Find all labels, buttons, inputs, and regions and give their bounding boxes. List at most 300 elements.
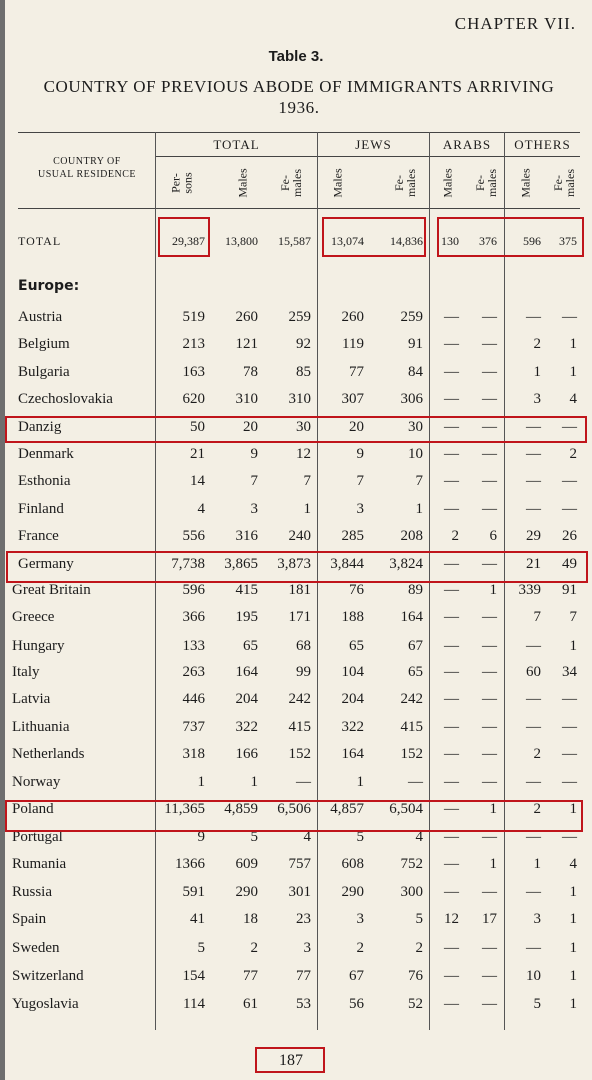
cell-persons: 213: [182, 336, 205, 352]
cell-arabs-males: —: [444, 884, 459, 900]
row-label: Norway: [12, 774, 61, 790]
stub-header-line1: COUNTRY OF: [53, 156, 121, 167]
cell-others-females: —: [562, 691, 577, 707]
table-row: [0, 719, 592, 746]
cell-others-males: 5: [533, 996, 541, 1012]
row-label: Sweden: [12, 940, 60, 956]
highlight-total-persons: [158, 217, 210, 257]
cell-jews-males: 4,857: [330, 801, 364, 817]
cell-jews-females: 67: [408, 638, 423, 654]
cell-persons: 318: [182, 746, 205, 762]
row-label: Czechoslovakia: [18, 391, 113, 407]
sub-header-label: Males: [440, 168, 455, 198]
cell-jews-females: 152: [400, 746, 423, 762]
cell-total-females: 77: [296, 968, 311, 984]
cell-arabs-females: —: [482, 391, 497, 407]
cell-arabs-males: —: [444, 968, 459, 984]
cell-arabs-females: —: [482, 746, 497, 762]
cell-persons: 133: [182, 638, 205, 654]
cell-jews-males: 290: [341, 884, 364, 900]
row-label: Rumania: [12, 856, 67, 872]
sub-header-arabs-males: [432, 160, 464, 206]
row-label: Poland: [12, 801, 54, 817]
cell-jews-females: 300: [400, 884, 423, 900]
cell-others-males: 21: [526, 556, 541, 572]
cell-total-females: 3,873: [277, 556, 311, 572]
cell-total-females: 53: [296, 996, 311, 1012]
cell-others-males: —: [526, 774, 541, 790]
cell-arabs-females: 1: [489, 801, 497, 817]
highlight-row-danzig: [5, 416, 587, 443]
cell-persons: 446: [182, 691, 205, 707]
cell-total-females: 99: [296, 664, 311, 680]
group-header-total: TOTAL: [213, 137, 260, 152]
cell-arabs-females: —: [482, 884, 497, 900]
row-label: Europe:: [18, 278, 80, 294]
cell-arabs-females: —: [482, 336, 497, 352]
cell-jews-males: 2: [356, 940, 364, 956]
cell-others-females: 1: [569, 968, 577, 984]
group-header-rule: [156, 156, 580, 157]
cell-jews-females: 14,836: [390, 234, 423, 248]
cell-persons: 591: [182, 884, 205, 900]
cell-total-females: 23: [296, 911, 311, 927]
table-row: [0, 774, 592, 801]
table-top-rule: [18, 132, 580, 133]
cell-jews-females: 259: [400, 309, 423, 325]
table-row: [0, 501, 592, 528]
cell-total-males: 5: [250, 829, 258, 845]
highlight-row-poland: [5, 800, 583, 832]
cell-arabs-males: 130: [441, 234, 459, 248]
cell-total-males: 2: [250, 940, 258, 956]
sub-header-label: Males: [330, 168, 345, 198]
cell-others-females: —: [562, 501, 577, 517]
cell-jews-females: —: [408, 774, 423, 790]
cell-jews-females: 4: [415, 829, 423, 845]
cell-total-males: 78: [243, 364, 258, 380]
cell-jews-females: 242: [400, 691, 423, 707]
row-label: Netherlands: [12, 746, 85, 762]
highlight-total-arabs-others: [437, 217, 584, 257]
sub-header-label: Fe- males: [392, 169, 418, 197]
cell-jews-females: 30: [408, 419, 423, 435]
cell-total-males: 310: [235, 391, 258, 407]
cell-jews-females: 7: [415, 473, 423, 489]
cell-persons: 519: [182, 309, 205, 325]
sub-header-label: Males: [518, 168, 533, 198]
cell-jews-males: 56: [349, 996, 364, 1012]
cell-jews-females: 2: [415, 940, 423, 956]
cell-jews-males: 20: [349, 419, 364, 435]
cell-jews-females: 6,504: [389, 801, 423, 817]
cell-total-females: 310: [288, 391, 311, 407]
cell-others-males: —: [526, 691, 541, 707]
cell-jews-females: 91: [408, 336, 423, 352]
cell-total-males: 13,800: [225, 234, 258, 248]
cell-jews-males: 76: [349, 582, 364, 598]
cell-others-males: 2: [533, 801, 541, 817]
cell-others-males: 3: [533, 391, 541, 407]
cell-total-males: 166: [235, 746, 258, 762]
table-row: [0, 691, 592, 718]
sub-header-label: Fe- males: [473, 169, 499, 197]
cell-jews-males: 67: [349, 968, 364, 984]
cell-jews-males: 260: [341, 309, 364, 325]
row-label: Finland: [18, 501, 64, 517]
cell-arabs-males: —: [444, 473, 459, 489]
row-label: Esthonia: [18, 473, 71, 489]
cell-persons: 263: [182, 664, 205, 680]
stub-header: [22, 155, 152, 181]
cell-others-females: 7: [569, 609, 577, 625]
cell-arabs-males: —: [444, 691, 459, 707]
cell-arabs-males: 12: [444, 911, 459, 927]
table-row: [0, 996, 592, 1023]
cell-total-males: 316: [235, 528, 258, 544]
cell-others-males: 1: [533, 364, 541, 380]
cell-arabs-females: —: [482, 501, 497, 517]
cell-arabs-females: —: [482, 664, 497, 680]
cell-arabs-males: —: [444, 391, 459, 407]
cell-arabs-females: —: [482, 968, 497, 984]
cell-arabs-females: 1: [489, 856, 497, 872]
cell-others-males: —: [526, 446, 541, 462]
cell-persons: 1366: [175, 856, 205, 872]
cell-persons: 163: [182, 364, 205, 380]
cell-total-females: 240: [288, 528, 311, 544]
cell-total-males: 3,865: [224, 556, 258, 572]
cell-total-females: 171: [288, 609, 311, 625]
page-number: 187: [279, 1052, 303, 1069]
row-label: Switzerland: [12, 968, 84, 984]
cell-others-females: —: [562, 719, 577, 735]
cell-others-males: 60: [526, 664, 541, 680]
cell-arabs-females: —: [482, 473, 497, 489]
row-label: Great Britain: [12, 582, 91, 598]
cell-persons: 21: [190, 446, 205, 462]
cell-total-females: 301: [288, 884, 311, 900]
cell-total-females: 242: [288, 691, 311, 707]
cell-arabs-males: —: [444, 609, 459, 625]
cell-others-females: —: [562, 774, 577, 790]
cell-total-males: 260: [235, 309, 258, 325]
sub-header-others-females: [548, 160, 580, 206]
cell-arabs-males: —: [444, 446, 459, 462]
table-row: [0, 968, 592, 995]
row-label: Yugoslavia: [12, 996, 79, 1012]
cell-others-females: 34: [562, 664, 577, 680]
sub-header-others-males: [510, 160, 542, 206]
chapter-heading: CHAPTER VII.: [454, 14, 576, 33]
table-row: [0, 364, 592, 391]
cell-jews-males: 104: [341, 664, 364, 680]
cell-jews-females: 5: [415, 911, 423, 927]
cell-total-females: 15,587: [278, 234, 311, 248]
cell-persons: 596: [182, 582, 205, 598]
cell-others-males: 3: [533, 911, 541, 927]
cell-others-females: 1: [569, 911, 577, 927]
table-row: [0, 391, 592, 418]
cell-jews-males: 7: [356, 473, 364, 489]
cell-total-males: 4,859: [224, 801, 258, 817]
cell-arabs-males: —: [444, 829, 459, 845]
cell-arabs-males: —: [444, 664, 459, 680]
row-label: France: [18, 528, 59, 544]
cell-arabs-females: —: [482, 446, 497, 462]
cell-persons: 154: [182, 968, 205, 984]
cell-others-males: —: [526, 940, 541, 956]
cell-total-females: 152: [288, 746, 311, 762]
table-row: [0, 473, 592, 500]
sub-header-jews-females: [389, 160, 421, 206]
cell-total-males: 121: [235, 336, 258, 352]
cell-persons: 29,387: [172, 234, 205, 248]
table-row: [0, 278, 592, 305]
cell-total-males: 77: [243, 968, 258, 984]
cell-total-males: 7: [250, 473, 258, 489]
cell-jews-males: 322: [341, 719, 364, 735]
cell-others-males: —: [526, 501, 541, 517]
row-label: Latvia: [12, 691, 51, 707]
cell-jews-females: 1: [415, 501, 423, 517]
cell-persons: 620: [182, 391, 205, 407]
cell-others-females: 1: [569, 884, 577, 900]
cell-jews-males: 1: [356, 774, 364, 790]
highlight-total-jews: [322, 217, 426, 257]
table-row: [0, 911, 592, 938]
table-title-line2: 1936.: [278, 98, 320, 117]
cell-others-males: —: [526, 419, 541, 435]
cell-others-males: —: [526, 829, 541, 845]
cell-others-females: 1: [569, 940, 577, 956]
cell-jews-females: 65: [408, 664, 423, 680]
cell-persons: 7,738: [171, 556, 205, 572]
cell-arabs-males: —: [444, 801, 459, 817]
cell-arabs-males: —: [444, 364, 459, 380]
cell-jews-males: 119: [342, 336, 364, 352]
cell-jews-females: 10: [408, 446, 423, 462]
cell-persons: 5: [197, 940, 205, 956]
cell-persons: 1: [197, 774, 205, 790]
cell-total-females: 757: [288, 856, 311, 872]
header-bottom-rule: [18, 208, 580, 209]
group-header-jews: JEWS: [355, 137, 392, 152]
cell-others-females: 375: [559, 234, 577, 248]
cell-total-females: 92: [296, 336, 311, 352]
table-row: [0, 940, 592, 967]
row-label: Belgium: [18, 336, 70, 352]
row-label: Portugal: [12, 829, 63, 845]
cell-total-females: 12: [296, 446, 311, 462]
cell-jews-females: 52: [408, 996, 423, 1012]
cell-others-females: —: [562, 419, 577, 435]
cell-total-females: —: [296, 774, 311, 790]
cell-arabs-females: —: [482, 940, 497, 956]
cell-others-males: 339: [518, 582, 541, 598]
cell-jews-males: 204: [341, 691, 364, 707]
cell-jews-males: 65: [349, 638, 364, 654]
table-row: [0, 609, 592, 636]
cell-arabs-females: —: [482, 691, 497, 707]
row-label: Bulgaria: [18, 364, 70, 380]
cell-total-males: 1: [250, 774, 258, 790]
table-row: [0, 884, 592, 911]
table-row: [0, 309, 592, 336]
row-label: Greece: [12, 609, 55, 625]
cell-jews-females: 76: [408, 968, 423, 984]
cell-arabs-females: —: [482, 719, 497, 735]
cell-total-females: 1: [303, 501, 311, 517]
cell-total-males: 164: [235, 664, 258, 680]
cell-total-males: 61: [243, 996, 258, 1012]
cell-jews-females: 89: [408, 582, 423, 598]
cell-persons: 50: [190, 419, 205, 435]
cell-persons: 41: [190, 911, 205, 927]
cell-jews-males: 307: [341, 391, 364, 407]
cell-others-males: —: [526, 638, 541, 654]
sub-header-jews-males: [322, 160, 354, 206]
cell-others-females: 1: [569, 364, 577, 380]
cell-total-females: 85: [296, 364, 311, 380]
cell-total-males: 18: [243, 911, 258, 927]
cell-total-females: 30: [296, 419, 311, 435]
cell-arabs-females: —: [482, 638, 497, 654]
row-label: Italy: [12, 664, 40, 680]
cell-others-females: —: [562, 829, 577, 845]
group-header-arabs: ARABS: [442, 137, 492, 152]
cell-others-females: 1: [569, 336, 577, 352]
table-row: [0, 336, 592, 363]
cell-others-males: 1: [533, 856, 541, 872]
cell-arabs-males: —: [444, 419, 459, 435]
cell-others-females: 4: [569, 391, 577, 407]
cell-persons: 4: [197, 501, 205, 517]
cell-others-males: —: [526, 473, 541, 489]
table-row: [0, 582, 592, 609]
cell-total-males: 290: [235, 884, 258, 900]
cell-jews-females: 164: [400, 609, 423, 625]
cell-arabs-females: —: [482, 996, 497, 1012]
table-number: Table 3.: [268, 48, 324, 65]
cell-jews-males: 188: [341, 609, 364, 625]
cell-arabs-males: —: [444, 746, 459, 762]
table-row: [0, 829, 592, 856]
cell-total-females: 259: [288, 309, 311, 325]
cell-jews-males: 13,074: [331, 234, 364, 248]
sub-header-total-males: [227, 160, 259, 206]
cell-others-males: 2: [533, 336, 541, 352]
cell-arabs-females: —: [482, 364, 497, 380]
sub-header-label: Fe- males: [278, 169, 304, 197]
cell-jews-males: 3: [356, 911, 364, 927]
cell-arabs-females: 17: [482, 911, 497, 927]
cell-total-males: 3: [250, 501, 258, 517]
cell-persons: 114: [183, 996, 205, 1012]
cell-jews-females: 306: [400, 391, 423, 407]
cell-jews-males: 5: [356, 829, 364, 845]
sub-header-total-persons: [166, 160, 198, 206]
cell-persons: 366: [182, 609, 205, 625]
cell-jews-females: 752: [400, 856, 423, 872]
cell-arabs-females: —: [482, 309, 497, 325]
cell-others-males: 2: [533, 746, 541, 762]
cell-total-females: 6,506: [277, 801, 311, 817]
cell-others-males: —: [526, 309, 541, 325]
table-title-line1: COUNTRY OF PREVIOUS ABODE OF IMMIGRANTS ARRIVING: [43, 77, 555, 96]
cell-arabs-males: —: [444, 856, 459, 872]
cell-arabs-females: 376: [479, 234, 497, 248]
table-row: [0, 638, 592, 665]
cell-persons: 737: [182, 719, 205, 735]
cell-others-males: 29: [526, 528, 541, 544]
group-header-others: OTHERS: [514, 137, 571, 152]
row-label: Russia: [12, 884, 53, 900]
cell-arabs-males: —: [444, 638, 459, 654]
cell-jews-males: 608: [341, 856, 364, 872]
cell-total-males: 415: [235, 582, 258, 598]
cell-total-females: 4: [303, 829, 311, 845]
cell-others-females: —: [562, 473, 577, 489]
cell-others-females: 91: [562, 582, 577, 598]
cell-arabs-males: —: [444, 556, 459, 572]
cell-arabs-females: —: [482, 609, 497, 625]
cell-total-males: 65: [243, 638, 258, 654]
sub-header-label: Per- sons: [169, 172, 195, 194]
cell-others-females: 1: [569, 996, 577, 1012]
cell-arabs-males: —: [444, 309, 459, 325]
cell-total-females: 68: [296, 638, 311, 654]
cell-total-males: 195: [235, 609, 258, 625]
cell-arabs-males: —: [444, 719, 459, 735]
cell-arabs-males: —: [444, 774, 459, 790]
cell-total-males: 204: [235, 691, 258, 707]
cell-jews-males: 3,844: [330, 556, 364, 572]
cell-arabs-females: —: [482, 774, 497, 790]
sub-header-label: Males: [235, 168, 250, 198]
cell-arabs-males: —: [444, 582, 459, 598]
sub-header-total-females: [275, 160, 307, 206]
row-label: Spain: [12, 911, 47, 927]
cell-jews-males: 3: [356, 501, 364, 517]
cell-others-females: —: [562, 746, 577, 762]
cell-jews-males: 77: [349, 364, 364, 380]
cell-total-females: 181: [288, 582, 311, 598]
row-label: Lithuania: [12, 719, 70, 735]
cell-persons: 556: [182, 528, 205, 544]
cell-arabs-females: —: [482, 556, 497, 572]
cell-persons: 9: [197, 829, 205, 845]
cell-arabs-males: —: [444, 501, 459, 517]
cell-jews-males: 164: [341, 746, 364, 762]
row-label: Germany: [18, 556, 74, 572]
table-row: [0, 664, 592, 691]
cell-arabs-males: —: [444, 996, 459, 1012]
row-label: Austria: [18, 309, 63, 325]
cell-jews-males: 9: [356, 446, 364, 462]
table-row: [0, 746, 592, 773]
cell-others-females: 4: [569, 856, 577, 872]
cell-total-females: 7: [303, 473, 311, 489]
cell-arabs-females: —: [482, 419, 497, 435]
cell-others-females: 26: [562, 528, 577, 544]
cell-arabs-females: 1: [489, 582, 497, 598]
cell-others-males: 596: [523, 234, 541, 248]
cell-arabs-males: —: [444, 336, 459, 352]
stub-header-line2: USUAL RESIDENCE: [38, 169, 136, 180]
cell-arabs-females: 6: [489, 528, 497, 544]
cell-jews-males: 285: [341, 528, 364, 544]
